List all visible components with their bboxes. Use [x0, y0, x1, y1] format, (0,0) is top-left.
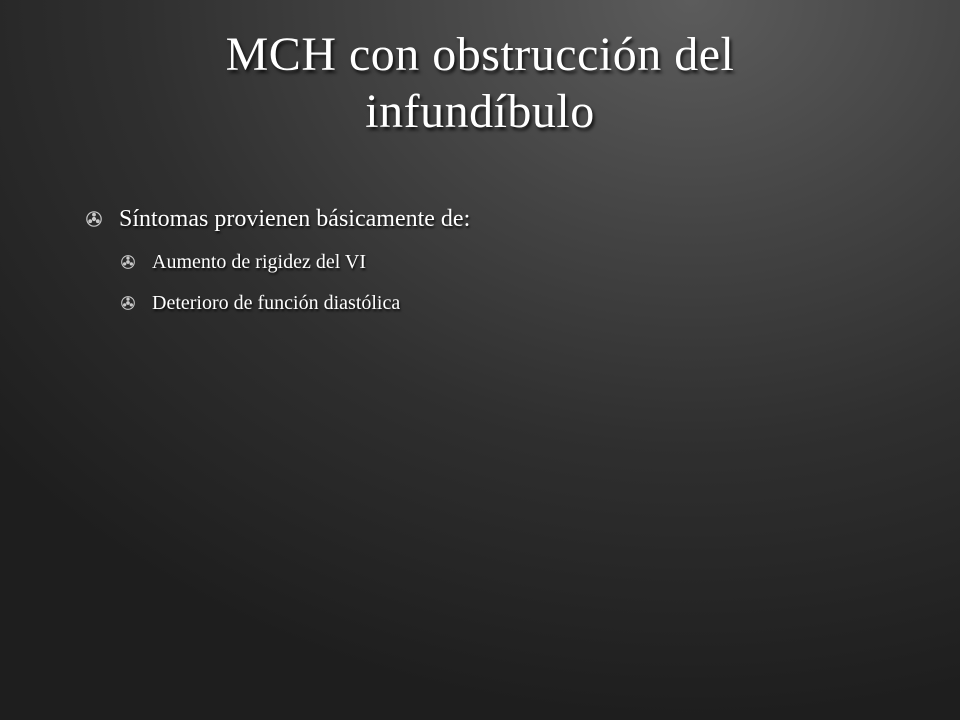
sub-bullet-text: Deterioro de función diastólica — [152, 292, 401, 314]
aperture-bullet-icon — [121, 255, 135, 269]
bullet-item-diastolica — [121, 289, 400, 317]
bullet-text: Síntomas provienen básicamente de: — [119, 206, 471, 232]
slide-title-line-1: MCH con obstrucción del — [225, 28, 735, 81]
aperture-bullet-icon — [121, 296, 135, 310]
bullet-item-sintomas — [86, 203, 470, 235]
slide-title — [60, 26, 900, 140]
sub-bullet-text: Aumento de rigidez del VI — [152, 251, 367, 273]
bullet-item-rigidez — [121, 248, 366, 276]
slide-title-line-2: infundíbulo — [365, 85, 595, 138]
aperture-bullet-icon — [86, 211, 102, 227]
